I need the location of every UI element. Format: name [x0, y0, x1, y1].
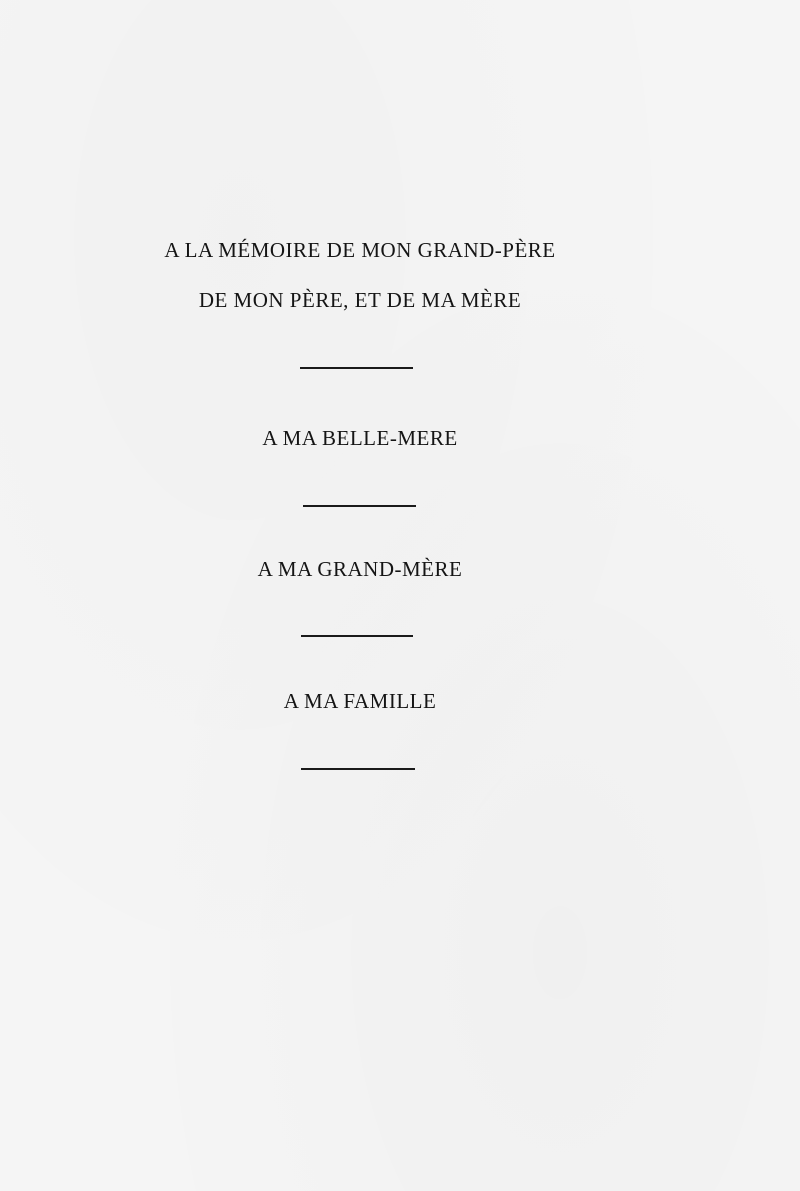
dedication-line-3: A MA BELLE-MERE [262, 426, 458, 450]
separator-rule-4 [301, 768, 415, 770]
dedication-line-5: A MA FAMILLE [283, 689, 437, 713]
separator-rule-3 [301, 635, 413, 637]
dedication-line-2: DE MON PÈRE, ET DE MA MÈRE [198, 288, 522, 312]
dedication-line-4: A MA GRAND-MÈRE [257, 557, 463, 581]
dedication-line-1: A LA MÉMOIRE DE MON GRAND-PÈRE [164, 238, 556, 262]
separator-rule-2 [303, 505, 416, 507]
separator-rule-1 [300, 367, 413, 369]
